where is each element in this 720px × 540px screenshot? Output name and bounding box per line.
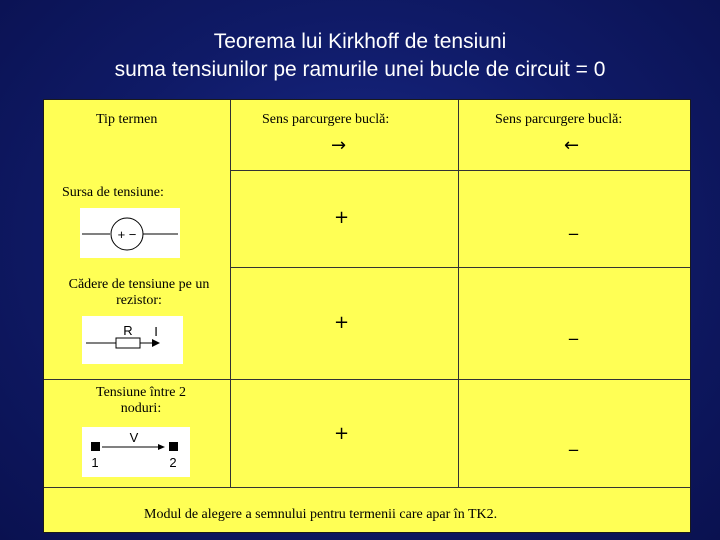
row-label-voltage-source: Sursa de tensiune: (62, 185, 164, 200)
header-forward-direction: Sens parcurgere buclă: (262, 112, 390, 127)
voltage-source-diagram (80, 208, 180, 258)
title-line-2: suma tensiunilor pe ramurile unei bucle de circuit = 0 (114, 58, 606, 81)
header-term-type: Tip termen (96, 112, 158, 127)
row-label-node-voltage: Tensiune între 2 noduri: (96, 385, 186, 416)
node-voltage-icon (82, 427, 190, 477)
slide-title (0, 28, 720, 84)
right-arrow-icon: → (331, 135, 347, 156)
resistor-backward-sign: _ (569, 320, 578, 341)
title-line-1: Teorema lui Kirkhoff de tensiuni (213, 30, 507, 53)
resistor-forward-sign: + (334, 312, 350, 333)
row-label-resistor-drop: Cădere de tensiune pe un rezistor: (68, 277, 210, 308)
source-polarity-text: + − (117, 227, 137, 242)
resistor-icon (82, 316, 183, 364)
voltage-label: V (129, 430, 139, 445)
node-voltage-diagram (82, 427, 190, 477)
resistor-label: R (123, 323, 133, 338)
column-divider-2 (458, 100, 459, 487)
row-divider-2 (230, 267, 690, 268)
node-2-label: 2 (169, 455, 177, 470)
left-arrow-icon: ← (564, 135, 580, 156)
column-divider-1 (230, 100, 231, 487)
resistor-diagram (82, 316, 183, 364)
source-backward-sign: _ (569, 215, 578, 236)
header-backward-direction: Sens parcurgere buclă: (495, 112, 623, 127)
row-divider-1 (230, 170, 690, 171)
source-forward-sign: + (334, 207, 350, 228)
current-label: I (154, 324, 158, 339)
row-divider-4 (44, 487, 690, 488)
node-forward-sign: + (334, 423, 350, 444)
row-divider-3 (44, 379, 690, 380)
kirchhoff-table (43, 99, 691, 533)
footnote: Modul de alegere a semnului pentru termenii care apar în TK2. (144, 507, 498, 522)
node-backward-sign: _ (569, 431, 578, 452)
node-1-label: 1 (91, 455, 99, 470)
voltage-source-icon (80, 208, 180, 258)
